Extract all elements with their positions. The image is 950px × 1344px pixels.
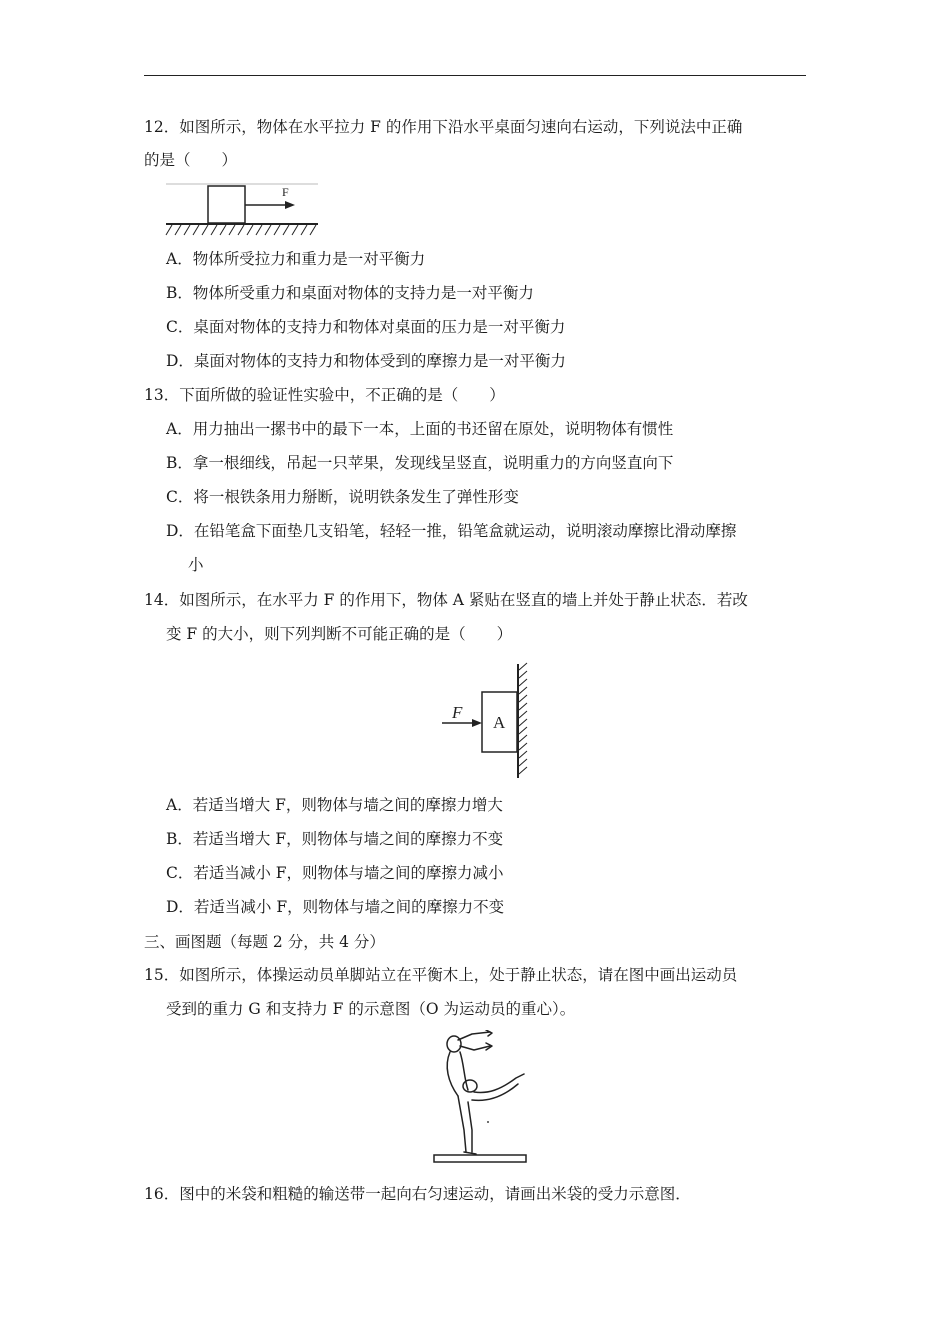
q13-option-b: B．拿一根细线，吊起一只苹果，发现线呈竖直，说明重力的方向竖直向下 [166,454,674,472]
gymnast-mark [487,1121,489,1123]
q13-option-a: A．用力抽出一摞书中的最下一本，上面的书还留在原处，说明物体有惯性 [166,420,674,438]
q14-figure-wall-hatching [519,663,527,774]
gymnast-outline [447,1030,524,1154]
q12-option-c: C．桌面对物体的支持力和物体对桌面的压力是一对平衡力 [166,318,566,336]
q14-stem-line1: 14．如图所示，在水平力 F 的作用下，物体 A 紧贴在竖直的墙上并处于静止状态．若改 [144,591,748,609]
q12-stem-line2: 的是（ ） [144,151,238,169]
q16-stem: 16．图中的米袋和粗糙的输送带一起向右匀速运动，请画出米袋的受力示意图． [144,1185,691,1203]
q12-figure-arrowhead [285,201,295,209]
q14-figure-arrowhead [472,719,482,727]
q14-option-c: C．若适当减小 F，则物体与墙之间的摩擦力减小 [166,864,504,882]
q12-figure [164,178,322,238]
q15-stem-line1: 15．如图所示，体操运动员单脚站立在平衡木上，处于静止状态，请在图中画出运动员 [144,966,738,984]
q13-option-c: C．将一根铁条用力掰断，说明铁条发生了弹性形变 [166,488,519,506]
q12-option-a: A．物体所受拉力和重力是一对平衡力 [166,250,426,268]
q12-option-d: D．桌面对物体的支持力和物体受到的摩擦力是一对平衡力 [166,352,566,370]
balance-beam [434,1155,526,1162]
section3-title: 三、画图题（每题 2 分，共 4 分） [144,933,385,951]
header-rule [144,75,806,76]
q14-figure-force-label: F [452,703,463,722]
q14-figure-block-label: A [493,713,506,732]
q13-option-d-cont: 小 [188,556,204,574]
q12-stem-line1: 12．如图所示，物体在水平拉力 F 的作用下沿水平桌面匀速向右运动，下列说法中正确 [144,118,743,136]
q14-option-b: B．若适当增大 F，则物体与墙之间的摩擦力不变 [166,830,504,848]
q15-stem-line2: 受到的重力 G 和支持力 F 的示意图（O 为运动员的重心）。 [166,1000,576,1018]
q12-figure-force-label: F [282,185,289,199]
q14-option-d: D．若适当减小 F，则物体与墙之间的摩擦力不变 [166,898,505,916]
q12-figure-block [208,186,245,223]
q12-figure-hatching [166,225,316,235]
q14-stem-line2: 变 F 的大小，则下列判断不可能正确的是（ ） [166,625,513,643]
q12-option-b: B．物体所受重力和桌面对物体的支持力是一对平衡力 [166,284,534,302]
q15-figure-gymnast [428,1030,538,1170]
q14-figure [438,660,538,784]
q14-option-a: A．若适当增大 F，则物体与墙之间的摩擦力增大 [166,796,503,814]
q13-option-d: D．在铅笔盒下面垫几支铅笔，轻轻一推，铅笔盒就运动，说明滚动摩擦比滑动摩擦 [166,522,737,540]
q13-stem: 13．下面所做的验证性实验中，不正确的是（ ） [144,386,505,404]
